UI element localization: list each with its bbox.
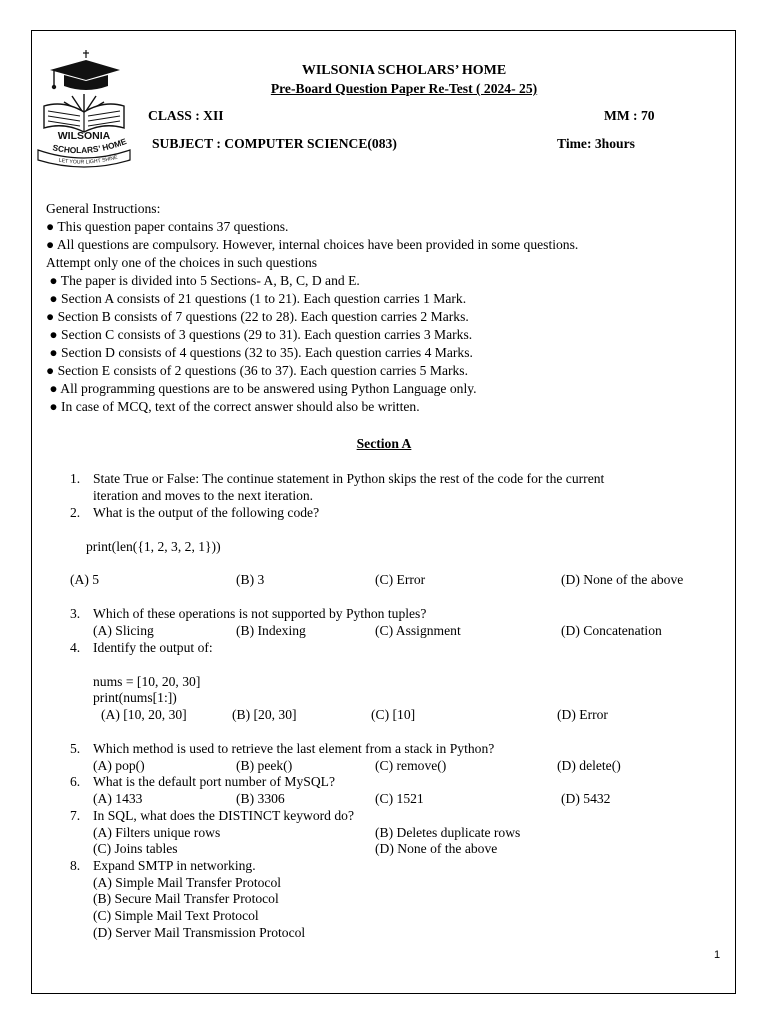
instruction-item: ● Section E consists of 2 questions (36 to 37). Each question carries 5 Marks. <box>46 363 468 378</box>
option: (D) Concatenation <box>561 623 662 638</box>
option: (B) [20, 30] <box>232 707 297 722</box>
question-text: Which method is used to retrieve the last element from a stack in Python? <box>93 741 495 756</box>
instruction-item: ● Section B consists of 7 questions (22 to 28). Each question carries 2 Marks. <box>46 309 469 324</box>
option: (A) 1433 <box>93 791 143 806</box>
open-book-icon <box>44 94 124 132</box>
code-line: print(nums[1:]) <box>93 690 177 705</box>
question-text: iteration and moves to the next iteration. <box>93 488 314 503</box>
question-number: 7. <box>70 808 81 823</box>
question-text: Expand SMTP in networking. <box>93 858 256 873</box>
instructions-heading: General Instructions: <box>46 201 161 216</box>
instruction-item: ● Section C consists of 3 questions (29 to 31). Each question carries 3 Marks. <box>46 327 473 342</box>
option: (B) peek() <box>236 758 293 773</box>
instruction-item: ● Section D consists of 4 questions (32 to 35). Each question carries 4 Marks. <box>46 345 473 360</box>
option: (C) 1521 <box>375 791 424 806</box>
question-text: Identify the output of: <box>93 640 213 655</box>
question-number: 6. <box>70 774 81 789</box>
graduation-cap-icon <box>50 50 120 90</box>
page-number: 1 <box>714 949 721 961</box>
option: (C) Error <box>375 572 426 587</box>
question-number: 3. <box>70 606 81 621</box>
question-text: In SQL, what does the DISTINCT keyword do? <box>93 808 355 823</box>
option: (C) remove() <box>375 758 447 773</box>
option: (B) Indexing <box>236 623 306 638</box>
option: (D) 5432 <box>561 791 611 806</box>
instruction-item: Attempt only one of the choices in such questions <box>46 255 318 270</box>
question-number: 2. <box>70 505 81 520</box>
option: (A) Slicing <box>93 623 154 638</box>
svg-text:LET YOUR LIGHT SHINE: LET YOUR LIGHT SHINE <box>58 154 119 166</box>
option: (D) Error <box>557 707 608 722</box>
question-text: State True or False: The continue statement in Python skips the rest of the code for the current <box>93 471 605 486</box>
time-label: Time: 3hours <box>557 136 635 151</box>
option: (C) Assignment <box>375 623 461 638</box>
instruction-item: ● This question paper contains 37 questions. <box>46 219 289 234</box>
option: (A) [10, 20, 30] <box>101 707 187 722</box>
question-number: 1. <box>70 471 81 486</box>
school-name: WILSONIA SCHOLARS’ HOME <box>301 63 507 78</box>
question-text: What is the output of the following code? <box>93 505 320 520</box>
instruction-item: ● Section A consists of 21 questions (1 to 21). Each question carries 1 Mark. <box>46 291 467 306</box>
svg-text:WILSONIA: WILSONIA <box>57 130 111 142</box>
option: (D) None of the above <box>375 841 498 856</box>
option: (C) [10] <box>371 707 416 722</box>
class-label: CLASS : XII <box>148 108 224 123</box>
option: (D) None of the above <box>561 572 684 587</box>
option: (A) 5 <box>70 572 100 587</box>
option: (C) Joins tables <box>93 841 178 856</box>
section-a-title: Section A <box>356 436 412 451</box>
subject-label: SUBJECT : COMPUTER SCIENCE(083) <box>152 136 397 151</box>
instruction-item: ● All programming questions are to be answered using Python Language only. <box>46 381 477 396</box>
option: (C) Simple Mail Text Protocol <box>93 908 259 923</box>
option: (D) delete() <box>557 758 621 773</box>
instruction-item: ● All questions are compulsory. However, internal choices have been provided in some questions. <box>46 237 579 252</box>
question-number: 5. <box>70 741 81 756</box>
option: (B) Deletes duplicate rows <box>375 825 521 840</box>
instruction-item: ● The paper is divided into 5 Sections- A, B, C, D and E. <box>46 273 360 288</box>
option: (A) Simple Mail Transfer Protocol <box>93 875 282 890</box>
instruction-item: ● In case of MCQ, text of the correct answer should also be written. <box>46 399 420 414</box>
question-number: 8. <box>70 858 81 873</box>
option: (B) 3 <box>236 572 265 587</box>
option: (A) pop() <box>93 758 145 773</box>
option: (B) 3306 <box>236 791 285 806</box>
option: (D) Server Mail Transmission Protocol <box>93 925 306 940</box>
question-text: What is the default port number of MySQL? <box>93 774 335 789</box>
school-logo <box>34 48 134 168</box>
option: (B) Secure Mail Transfer Protocol <box>93 891 279 906</box>
question-number: 4. <box>70 640 81 655</box>
svg-text:SCHOLARS’ HOME: SCHOLARS’ HOME <box>51 136 128 156</box>
paper-title: Pre-Board Question Paper Re-Test ( 2024- 25) <box>270 81 538 96</box>
question-text: Which of these operations is not supported by Python tuples? <box>93 606 427 621</box>
code-line: nums = [10, 20, 30] <box>93 674 201 689</box>
code-line: print(len({1, 2, 3, 2, 1})) <box>86 539 221 554</box>
marks-label: MM : 70 <box>604 108 655 123</box>
option: (A) Filters unique rows <box>93 825 221 840</box>
